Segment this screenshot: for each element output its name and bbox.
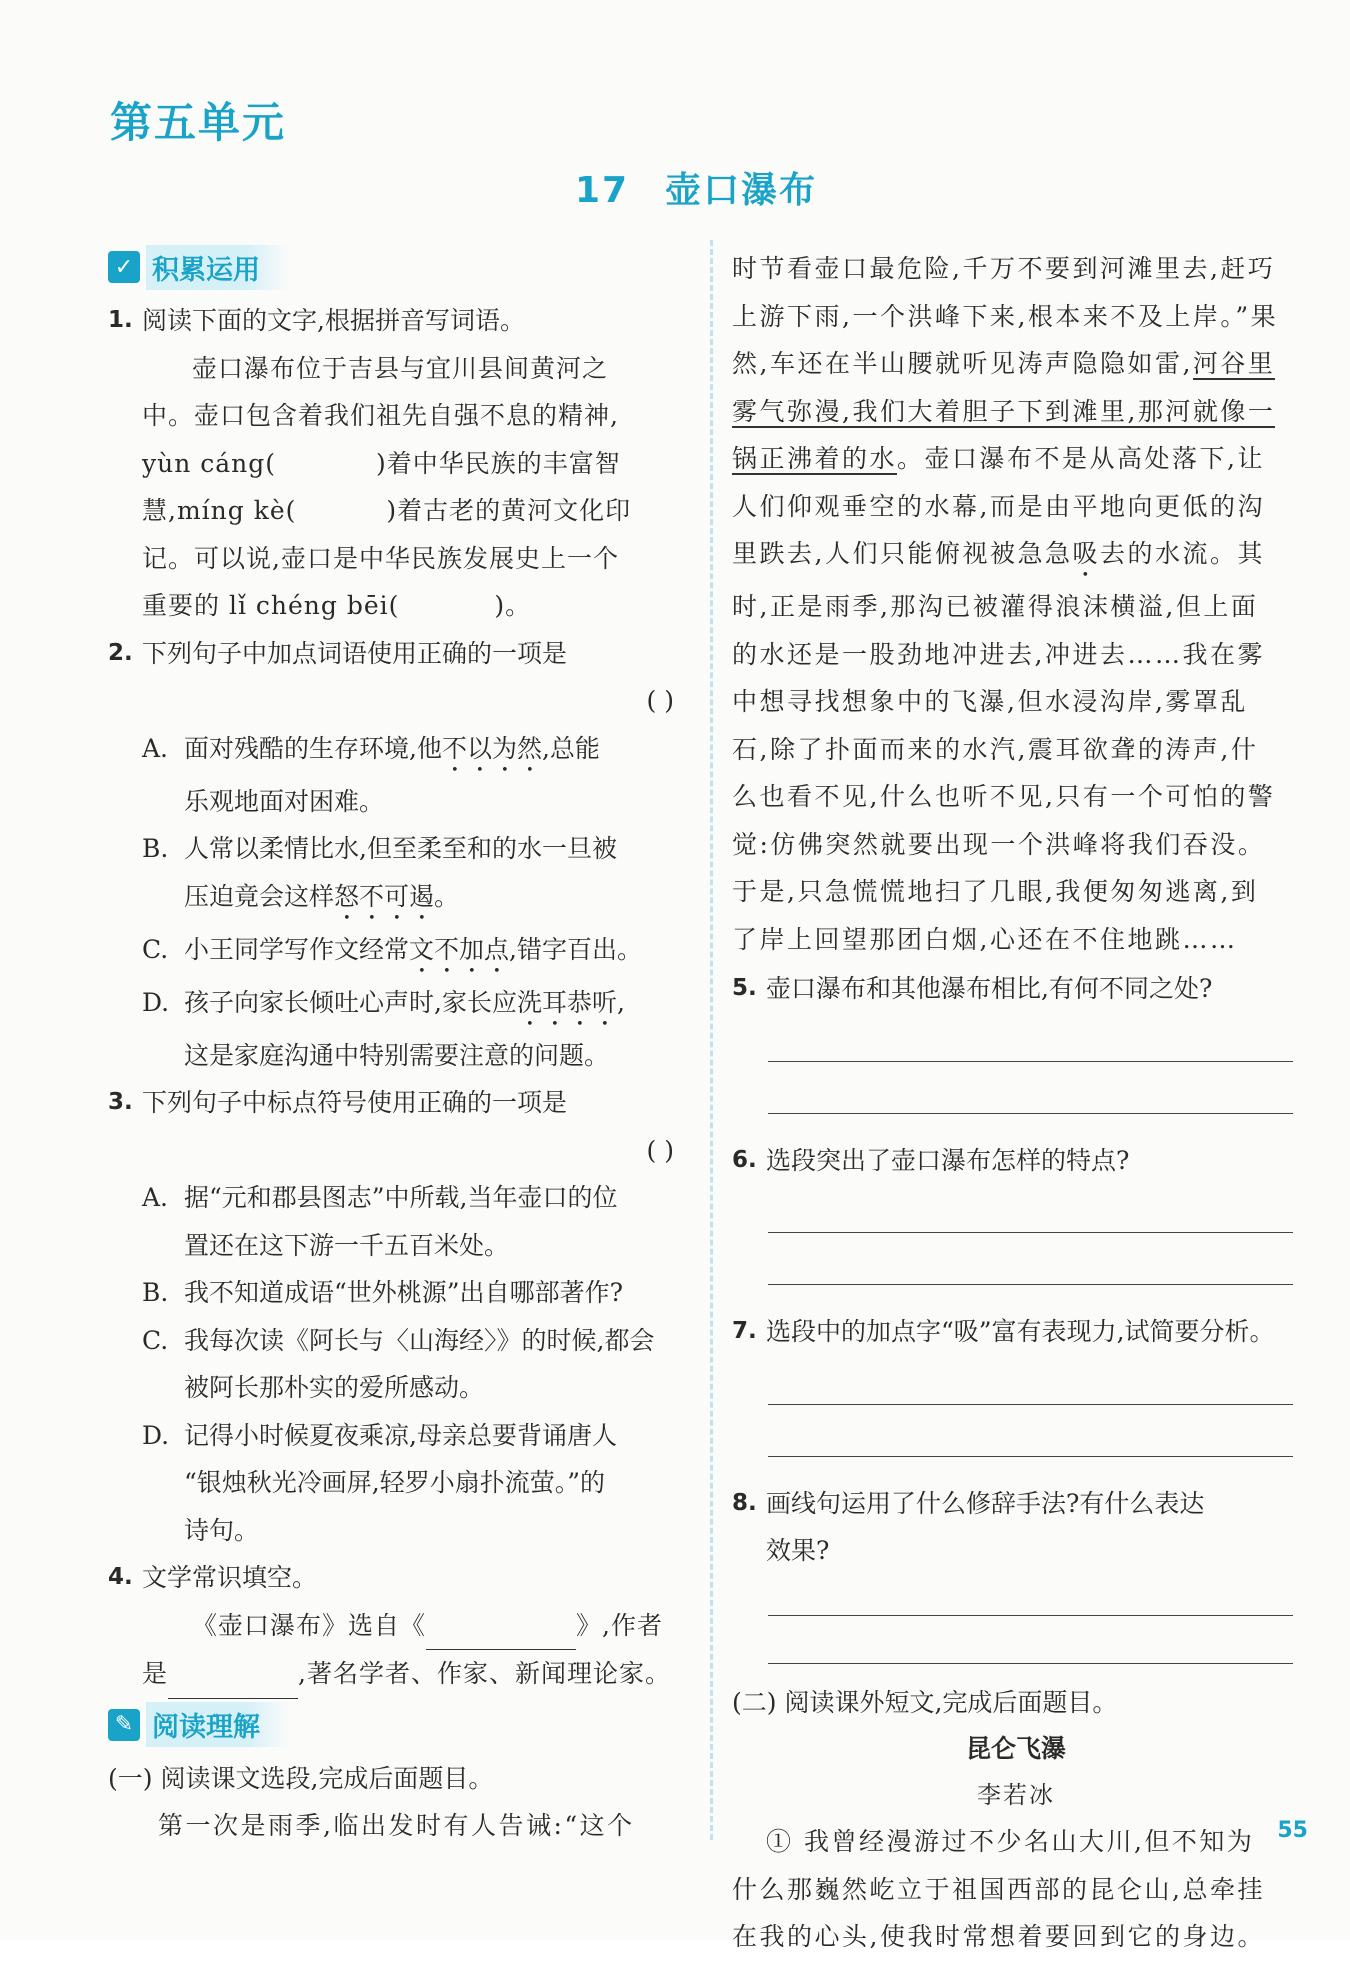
question-stem: 选段突出了壶口瀑布怎样的特点? xyxy=(766,1145,1130,1175)
option-a[interactable] xyxy=(108,1174,678,1269)
question-1 xyxy=(108,297,678,345)
question-8 xyxy=(732,1480,1300,1575)
option-text: 被阿长那朴实的爱所感动。 xyxy=(184,1373,485,1402)
passage-line xyxy=(142,582,678,630)
question-stem: 效果? xyxy=(766,1536,830,1565)
article-line: 什么那巍然屹立于祖国西部的昆仑山,总牵挂 xyxy=(732,1874,1265,1904)
question-3 xyxy=(108,1079,678,1127)
passage-line: 了岸上回望那团白烟,心还在不住地跳…… xyxy=(732,924,1238,954)
question-stem: 壶口瀑布和其他瀑布相比,有何不同之处? xyxy=(766,974,1213,1003)
underlined-sentence: 锅正沸着的水 xyxy=(732,444,898,473)
passage-text: 然,车还在半山腰就听见涛声隐隐如雷, xyxy=(732,349,1193,378)
question-stem: 下列句子中标点符号使用正确的一项是 xyxy=(142,1088,568,1117)
fill-text: 》,作者 xyxy=(576,1610,663,1640)
option-text: 孩子向家长倾吐心声时,家长应 xyxy=(184,987,517,1017)
passage-line: 中。壶口包含着我们祖先自强不息的精神, xyxy=(142,401,619,430)
passage-line: 于是,只急慌慌地扫了几眼,我便匆匆逃离,到 xyxy=(732,877,1259,906)
option-label: C. xyxy=(142,1325,169,1355)
passage-line: 上游下雨,一个洪峰下来,根本来不及上岸。”果 xyxy=(732,301,1279,331)
question-stem: 画线句运用了什么修辞手法?有什么表达 xyxy=(766,1488,1205,1518)
question-number: 3. xyxy=(108,1089,133,1115)
passage-text: 重要的 xyxy=(142,591,229,620)
question-stem: 下列句子中加点词语使用正确的一项是 xyxy=(142,638,568,668)
option-text: , xyxy=(616,987,625,1017)
passage-line xyxy=(142,440,678,488)
passage-line: 时节看壶口最危险,千万不要到河滩里去,赶巧 xyxy=(732,254,1276,283)
pinyin-3: lǐ chéng bēi( xyxy=(228,591,400,620)
passage-line: 的水还是一股劲地冲进去,冲进去……我在雾 xyxy=(732,639,1265,669)
underlined-sentence: 河谷里 xyxy=(1192,349,1276,378)
question-stem: 阅读下面的文字,根据拼音写词语。 xyxy=(142,306,525,335)
article-line: ① 我曾经漫游过不少名山大川,但不知为 xyxy=(766,1827,1255,1856)
lesson-title xyxy=(575,162,817,213)
passage-text: )。 xyxy=(494,591,532,620)
q1-passage xyxy=(108,345,678,630)
question-number: 6. xyxy=(732,1146,757,1173)
article-body xyxy=(732,1818,1300,1961)
option-text: 乐观地面对困难。 xyxy=(184,786,385,816)
fill-line xyxy=(142,1650,678,1699)
dotted-phrase: 文不加点 xyxy=(409,934,510,964)
answer-parentheses[interactable]: ( ) xyxy=(646,1135,674,1165)
part-two-heading: (二) 阅读课外短文,完成后面题目。 xyxy=(732,1687,1118,1717)
passage-line xyxy=(732,530,1300,583)
option-label: D. xyxy=(142,987,170,1017)
passage-text: 里跌去,人们只能俯视被急急 xyxy=(732,539,1073,568)
pinyin-2: míng kè( xyxy=(176,496,297,525)
option-text: ,错字百出。 xyxy=(509,934,642,964)
fill-line xyxy=(142,1602,678,1651)
question-number: 2. xyxy=(108,639,133,666)
section-accumulate-label: 积累运用 xyxy=(146,245,290,290)
q4-fill xyxy=(108,1602,678,1699)
question-number: 8. xyxy=(732,1489,757,1516)
fill-text: 《壶口瀑布》选自《 xyxy=(192,1610,427,1640)
passage-line: 第一次是雨季,临出发时有人告诫:“这个 xyxy=(158,1811,635,1840)
question-number: 4. xyxy=(108,1564,133,1590)
option-text: ,总能 xyxy=(541,733,600,763)
question-number: 7. xyxy=(732,1318,757,1344)
article-title: 昆仑飞瀑 xyxy=(965,1734,1066,1763)
dotted-phrase: 怒不可遏 xyxy=(334,881,435,911)
unit-title: 第五单元 xyxy=(110,98,287,147)
question-4 xyxy=(108,1554,678,1602)
passage-line xyxy=(142,487,678,535)
option-text: 据“元和郡县图志”中所载,当年壶口的位 xyxy=(184,1183,618,1212)
option-text: 小王同学写作文经常 xyxy=(184,934,410,964)
question-7 xyxy=(732,1308,1300,1356)
part-one-heading: (一) 阅读课文选段,完成后面题目。 xyxy=(108,1763,494,1793)
passage-text: )着古老的黄河文化印 xyxy=(386,496,632,525)
answer-blank-author[interactable] xyxy=(168,1650,298,1699)
section-reading xyxy=(108,1705,678,1745)
passage-line: 人们仰观垂空的水幕,而是由平地向更低的沟 xyxy=(732,491,1265,521)
passage-line: 记。可以说,壶口是中华民族发展史上一个 xyxy=(142,543,619,573)
option-text: “银烛秋光冷画屏,轻罗小扇扑流萤。”的 xyxy=(184,1468,606,1497)
option-label: C. xyxy=(142,934,169,964)
passage-line: 石,除了扑面而来的水汽,震耳欲聋的涛声,什 xyxy=(732,734,1259,764)
section-reading-label: 阅读理解 xyxy=(146,1702,290,1747)
underlined-sentence: 雾气弥漫,我们大着胆子下到滩里,那河就像一 xyxy=(732,396,1276,426)
question-stem: 选段中的加点字“吸”富有表现力,试简要分析。 xyxy=(766,1317,1275,1346)
question-number: 1. xyxy=(108,307,133,333)
checkmark-icon: ✓ xyxy=(108,251,140,283)
option-label: A. xyxy=(142,1183,169,1212)
fill-text: ,著名学者、作家、新闻理论家。 xyxy=(298,1659,671,1688)
lesson-number: 17 xyxy=(575,170,630,211)
option-d[interactable] xyxy=(108,979,678,1080)
passage-text: )着中华民族的丰富智 xyxy=(376,448,621,478)
pencil-icon: ✎ xyxy=(108,1709,140,1741)
answer-parentheses[interactable]: ( ) xyxy=(646,686,674,715)
option-label: D. xyxy=(142,1420,170,1450)
option-label: B. xyxy=(142,1278,169,1307)
option-c[interactable] xyxy=(108,926,678,979)
pinyin-1: yùn cáng( xyxy=(142,448,277,478)
option-text: 人常以柔情比水,但至柔至和的水一旦被 xyxy=(184,834,617,863)
option-d[interactable] xyxy=(108,1412,678,1555)
option-text: 我每次读《阿长与〈山海经〉》的时候,都会 xyxy=(184,1325,655,1355)
passage-line xyxy=(732,340,1300,388)
column-divider xyxy=(710,240,713,1840)
article-author: 李若冰 xyxy=(977,1781,1055,1809)
lesson-name: 壶口瀑布 xyxy=(665,170,818,211)
question-6 xyxy=(732,1137,1300,1185)
question-stem: 文学常识填空。 xyxy=(142,1563,318,1592)
reading-passage xyxy=(732,245,1300,963)
option-text: 压迫竟会这样 xyxy=(184,881,335,911)
fill-text: 是 xyxy=(142,1659,169,1688)
article-line: 在我的心头,使我时常想着要回到它的身边。 xyxy=(732,1922,1265,1951)
section-accumulate xyxy=(108,247,678,287)
passage-line xyxy=(732,435,1300,483)
option-text: 我不知道成语“世外桃源”出自哪部著作? xyxy=(184,1278,623,1307)
passage-text: 。壶口瀑布不是从高处落下,让 xyxy=(897,444,1265,473)
option-text: 诗句。 xyxy=(184,1515,260,1545)
option-text: 记得小时候夏夜乘凉,母亲总要背诵唐人 xyxy=(184,1420,617,1450)
passage-line xyxy=(732,388,1300,436)
option-text: 这是家庭沟通中特别需要注意的问题。 xyxy=(184,1040,610,1070)
option-a[interactable] xyxy=(108,725,678,826)
passage-line: 中想寻找想象中的飞瀑,但水浸沟岸,雾罩乱 xyxy=(732,687,1248,716)
option-label: A. xyxy=(142,733,169,763)
answer-blank-source[interactable] xyxy=(426,1602,576,1651)
question-number: 5. xyxy=(732,975,757,1001)
option-label: B. xyxy=(142,834,169,863)
dotted-phrase: 不以为然 xyxy=(441,733,542,763)
passage-line: 壶口瀑布位于吉县与宜川县间黄河之 xyxy=(192,353,609,383)
option-text: 置还在这下游一千五百米处。 xyxy=(184,1230,510,1260)
right-column xyxy=(732,245,1300,1961)
dotted-phrase: 洗耳恭听 xyxy=(516,987,617,1017)
option-b[interactable] xyxy=(108,1269,678,1317)
passage-line: 觉:仿佛突然就要出现一个洪峰将我们吞没。 xyxy=(732,829,1266,859)
passage-text: 去的水流。其 xyxy=(1099,539,1265,568)
option-b[interactable] xyxy=(108,825,678,926)
option-text: 面对残酷的生存环境,他 xyxy=(184,733,442,763)
left-column xyxy=(108,245,678,1850)
option-c[interactable] xyxy=(108,1317,678,1412)
page-number: 55 xyxy=(1277,1818,1308,1843)
question-2 xyxy=(108,630,678,678)
passage-text: 慧, xyxy=(142,496,177,525)
question-5 xyxy=(732,965,1300,1013)
passage-line: 时,正是雨季,那沟已被灌得浪沫横溢,但上面 xyxy=(732,592,1259,621)
passage-line: 么也看不见,什么也听不见,只有一个可怕的警 xyxy=(732,782,1276,811)
dotted-character: 吸 xyxy=(1072,539,1100,568)
option-text: 。 xyxy=(434,881,460,911)
